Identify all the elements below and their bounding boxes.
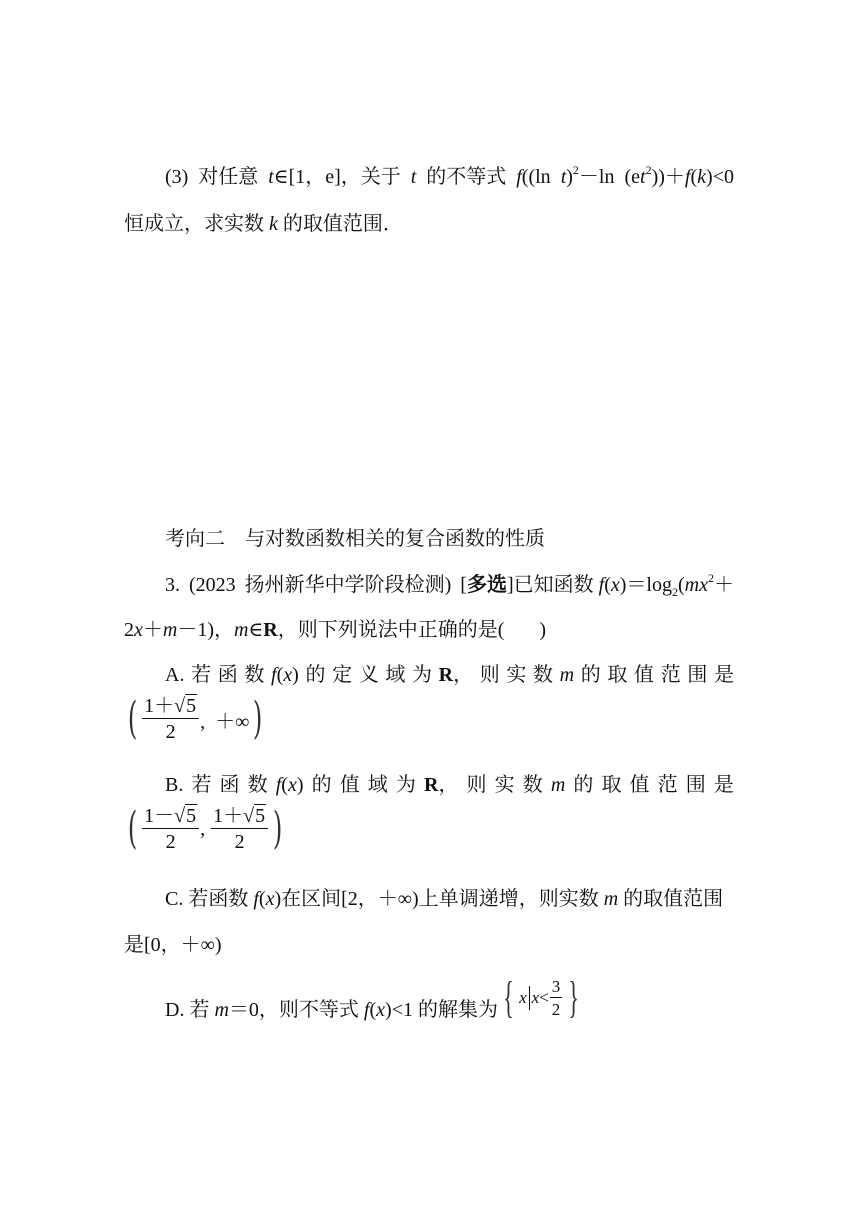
option-d[interactable]: D. 若 m＝0，则不等式 f(x)<1 的解集为 { x x < $\frac{3}{2}$ } <box>165 973 580 1022</box>
option-b-line2: ( $\frac{1-√5}{2}$ , $\frac{1+√5}{2}$ ) <box>127 803 283 854</box>
option-a-line1[interactable]: A. 若 函 数 f(x) 的 定 义 域 为 R， 则 实 数 m 的 取 值 范 围 是 <box>165 664 734 686</box>
problem3-stem-line1: 3. (2023 扬州新华中学阶段检测) [多选]已知函数 $f(x)=\log_2(mx^2+$ <box>165 571 734 599</box>
section-heading: 考向二 与对数函数相关的复合函数的性质 <box>165 528 545 550</box>
part3-line2: 恒成立，求实数 k 的取值范围． <box>124 213 403 235</box>
part3-line1: (3) 对任意 t∈[1，e]，关于 t 的不等式 f((ln t)$^2$－ln $(et^2))+f(k)<0$ <box>165 163 734 188</box>
option-c-line2: 是[0，＋∞) <box>124 934 222 956</box>
option-a-line2: ( $\frac{1+√5}{2}$ , ＋∞ ) <box>127 693 263 744</box>
option-b-line1[interactable]: B. 若 函 数 f(x) 的 值 域 为 R， 则 实 数 m 的 取 值 范 围 是 <box>165 774 734 796</box>
option-c-line1[interactable]: C. 若函数 f(x)在区间[2，＋∞)上单调递增，则实数 m 的取值范围 <box>165 888 724 910</box>
problem3-stem-line2: 2x＋m－1)，m∈R，则下列说法中正确的是( ) <box>124 619 547 641</box>
